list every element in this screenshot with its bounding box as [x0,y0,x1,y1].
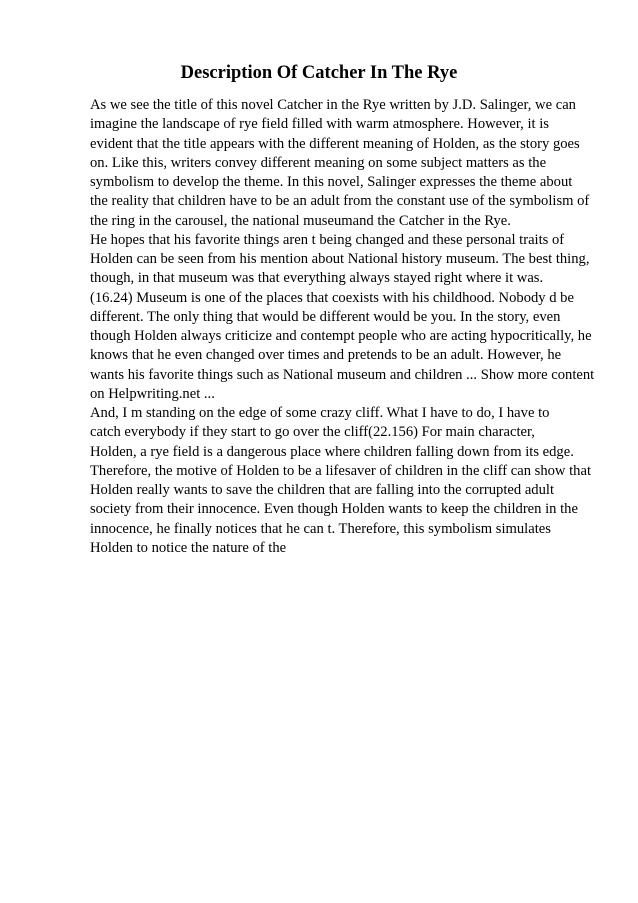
body-line: though Holden always criticize and contempt people who are acting hypocritically, he [90,328,592,344]
body-line: He hopes that his favorite things aren t being changed and these personal traits of [90,231,565,248]
body-line: catch everybody if they start to go over the cliff(22.156) For main character, [90,424,535,441]
body-line: (16.24) Museum is one of the places that coexists with his childhood. Nobody d be [90,289,574,306]
document-title: Description Of Catcher In The Rye [180,63,458,83]
body-line: imagine the landscape of rye field filled with warm atmosphere. However, it is [90,116,549,133]
body-line: Holden really wants to save the children that are falling into the corrupted adult [90,482,555,498]
body-line: the reality that children have to be an adult from the constant use of the symbolism of [90,193,590,210]
body-line: innocence, he finally notices that he can t. Therefore, this symbolism simulates [90,520,551,537]
body-line: knows that he even changed over times and pretends to be an adult. However, he [90,347,562,364]
body-line: different. The only thing that would be different would be you. In the story, even [90,308,561,325]
body-line: society from their innocence. Even though Holden wants to keep the children in the [90,501,578,518]
body-line: As we see the title of this novel Catcher in the Rye written by J.D. Salinger, we can [90,97,576,113]
body-line: symbolism to develop the theme. In this novel, Salinger expresses the theme about [90,174,573,190]
body-line: the ring in the carousel, the national museumand the Catcher in the Rye. [90,212,511,229]
body-line: evident that the title appears with the different meaning of Holden, as the story goes [90,135,580,152]
body-line: Therefore, the motive of Holden to be a lifesaver of children in the cliff can show that [90,462,592,479]
body-line: wants his favorite things such as National museum and children ... Show more content [90,366,595,383]
body-line: Holden to notice the nature of the [90,539,287,556]
document-body [90,96,610,558]
body-line: Holden can be seen from his mention about National history museum. The best thing, [90,251,590,267]
body-line: And, I m standing on the edge of some crazy cliff. What I have to do, I have to [90,405,550,421]
body-line: on. Like this, writers convey different meaning on some subject matters as the [90,154,547,171]
body-line: on Helpwriting.net ... [90,385,215,402]
body-line: Holden, a rye field is a dangerous place where children falling down from its edge. [90,443,574,460]
body-line: though, in that museum was that everything always stayed right where it was. [90,270,544,287]
